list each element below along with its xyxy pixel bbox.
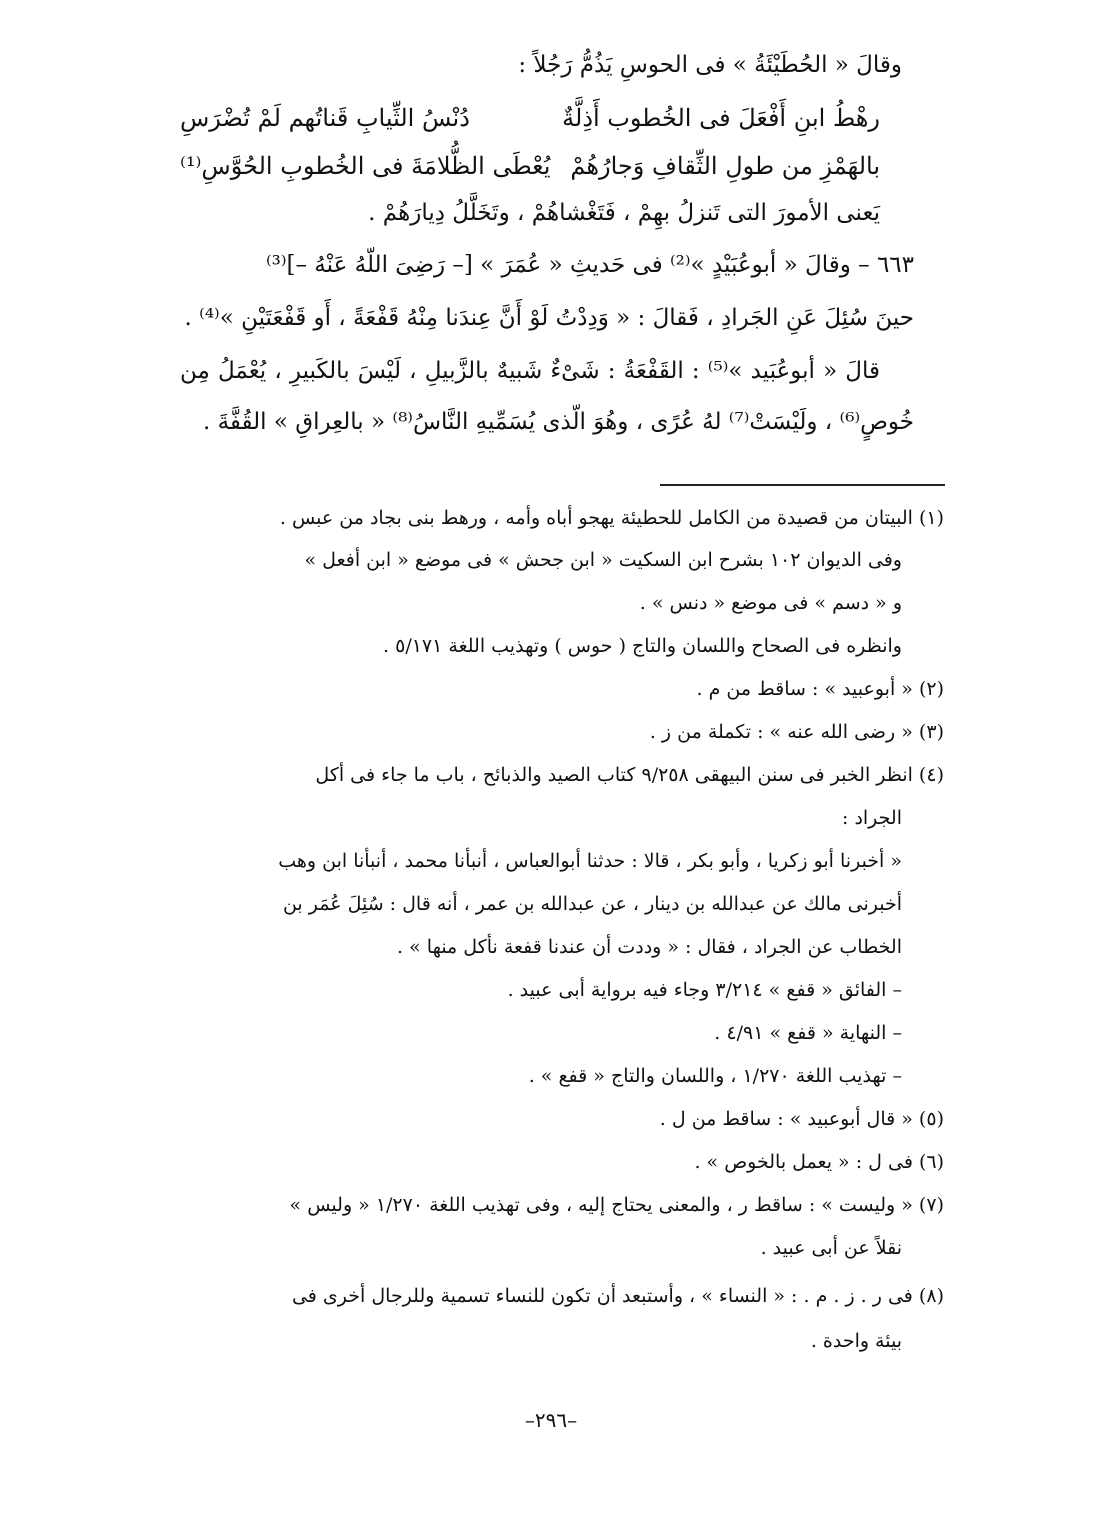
footnote-4-line-2: الجراد : (842, 807, 902, 829)
footnote-4-quote-2: أخبرنى مالك عن عبدالله بن دينار ، عن عبدالله بن عمر ، أنه قال : سُئِلَ عُمَر بن (282, 893, 902, 915)
verse-2-first-hemistich: بالهَمْزِ من طولِ الثِّقافِ وَجارُهُمْ (570, 152, 880, 180)
verse-2-second-hemistich: يُعْطَى الظُّلامَةَ فى الخُطوبِ الحُوَّسِ⁽¹⁾ (180, 152, 551, 180)
body-line-entry-663: ٦٦٣ – وقالَ « أبوعُبَيْدٍ »⁽²⁾ فى حَديثِ « عُمَرَ » [– رَضِىَ اللّهُ عَنْهُ –]⁽³⁾ (265, 252, 914, 278)
page-number: –٢٩٦– (524, 1408, 578, 1432)
footnote-4: (٤) انظر الخبر فى سنن البيهقى ٩/٢٥٨ كتاب الصيد والذبائح ، باب ما جاء فى أكل (315, 764, 944, 786)
footnote-4-ref-1: – الفائق « قفع » ٣/٢١٤ وجاء فيه برواية أبى عبيد . (507, 979, 902, 1001)
body-line-intro: وقالَ « الحُطَيْئَةُ » فى الحوسِ يَذُمُّ رَجُلاً : (518, 52, 902, 78)
verse-1-first-hemistich: رهْطُ ابنِ أَفْعَلَ فى الخُطوب أَذِلَّةٌ (562, 104, 880, 132)
footnote-2: (٢) « أبوعبيد » : ساقط من م . (696, 678, 944, 700)
footnote-8-line-2: بيئة واحدة . (810, 1330, 902, 1352)
footnote-3: (٣) « رضى الله عنه » : تكملة من ز . (649, 721, 944, 743)
footnote-7-line-2: نقلاً عن أبى عبيد . (760, 1237, 902, 1259)
footnote-7: (٧) « وليست » : ساقط ر ، والمعنى يحتاج إليه ، وفى تهذيب اللغة ١/٢٧٠ « وليس » (289, 1194, 944, 1216)
footnote-4-quote-3: الخطاب عن الجراد ، فقال : « وددت أن عندنا قفعة نأكل منها » . (397, 936, 902, 958)
footnote-8: (٨) فى ر . ز . م . : « النساء » ، وأستبعد أن تكون للنساء تسمية وللرجال أخرى فى (291, 1285, 944, 1307)
footnote-4-ref-2: – النهاية « قفع » ٤/٩١ . (714, 1022, 902, 1044)
body-line-hadith: حينَ سُئِلَ عَنِ الجَرادِ ، فَقالَ : « وَدِدْتُ لَوْ أَنَّ عِندَنا مِنْهُ قَفْعَةً ، أَو قَفْعَتَيْنِ »⁽⁴⁾ . (184, 305, 914, 331)
footnote-4-ref-3: – تهذيب اللغة ١/٢٧٠ ، واللسان والتاج « قفع » . (528, 1065, 902, 1087)
body-line-explanation: يَعنى الأمورَ التى تَنزلُ بهِمْ ، فَتَغْشاهُمْ ، وتَخَلَّلُ دِيارَهُمْ . (368, 200, 880, 226)
poem-verse-1 (180, 100, 880, 136)
footnote-6: (٦) فى ل : « يعمل بالخوص » . (694, 1151, 944, 1173)
footnote-4-quote-1: « أخبرنا أبو زكريا ، وأبو بكر ، قالا : حدثنا أبوالعباس ، أنبأنا محمد ، أنبأنا ابن وهب (278, 850, 902, 872)
body-line-definition-cont: خُوصٍ⁽⁶⁾ ، ولَيْسَتْ⁽⁷⁾ لهُ عُرًى ، وهُوَ الّذى يُسَمِّيهِ النَّاسُ⁽⁸⁾ « بالعِراقِ » القُفَّةَ . (202, 409, 914, 435)
body-line-definition: قالَ « أبوعُبَيد »⁽⁵⁾ : القَفْعَةُ : شَىْءٌ شَبيهٌ بالزَّبيلِ ، لَيْسَ بالكَبيرِ ، يُعْمَلُ مِن (180, 358, 880, 384)
footnote-1: (١) البيتان من قصيدة من الكامل للحطيئة يهجو أباه وأمه ، ورهط بنى بجاد من عبس . (279, 507, 944, 529)
footnote-1-line-4: وانظره فى الصحاح واللسان والتاج ( حوس ) وتهذيب اللغة ٥/١٧١ . (383, 635, 902, 657)
footnote-1-line-2: وفى الديوان ١٠٢ بشرح ابن السكيت « ابن جحش » فى موضع « ابن أفعل » (304, 549, 902, 571)
footnote-1-line-3: و « دسم » فى موضع « دنس » . (639, 592, 902, 614)
footnote-5: (٥) « قال أبوعبيد » : ساقط من ل . (659, 1108, 944, 1130)
poem-verse-2 (180, 148, 880, 184)
footnote-divider (660, 484, 945, 486)
verse-1-second-hemistich: دُنْسُ الثِّيابِ قَناتُهم لَمْ تُضْرَسِ (180, 104, 470, 132)
